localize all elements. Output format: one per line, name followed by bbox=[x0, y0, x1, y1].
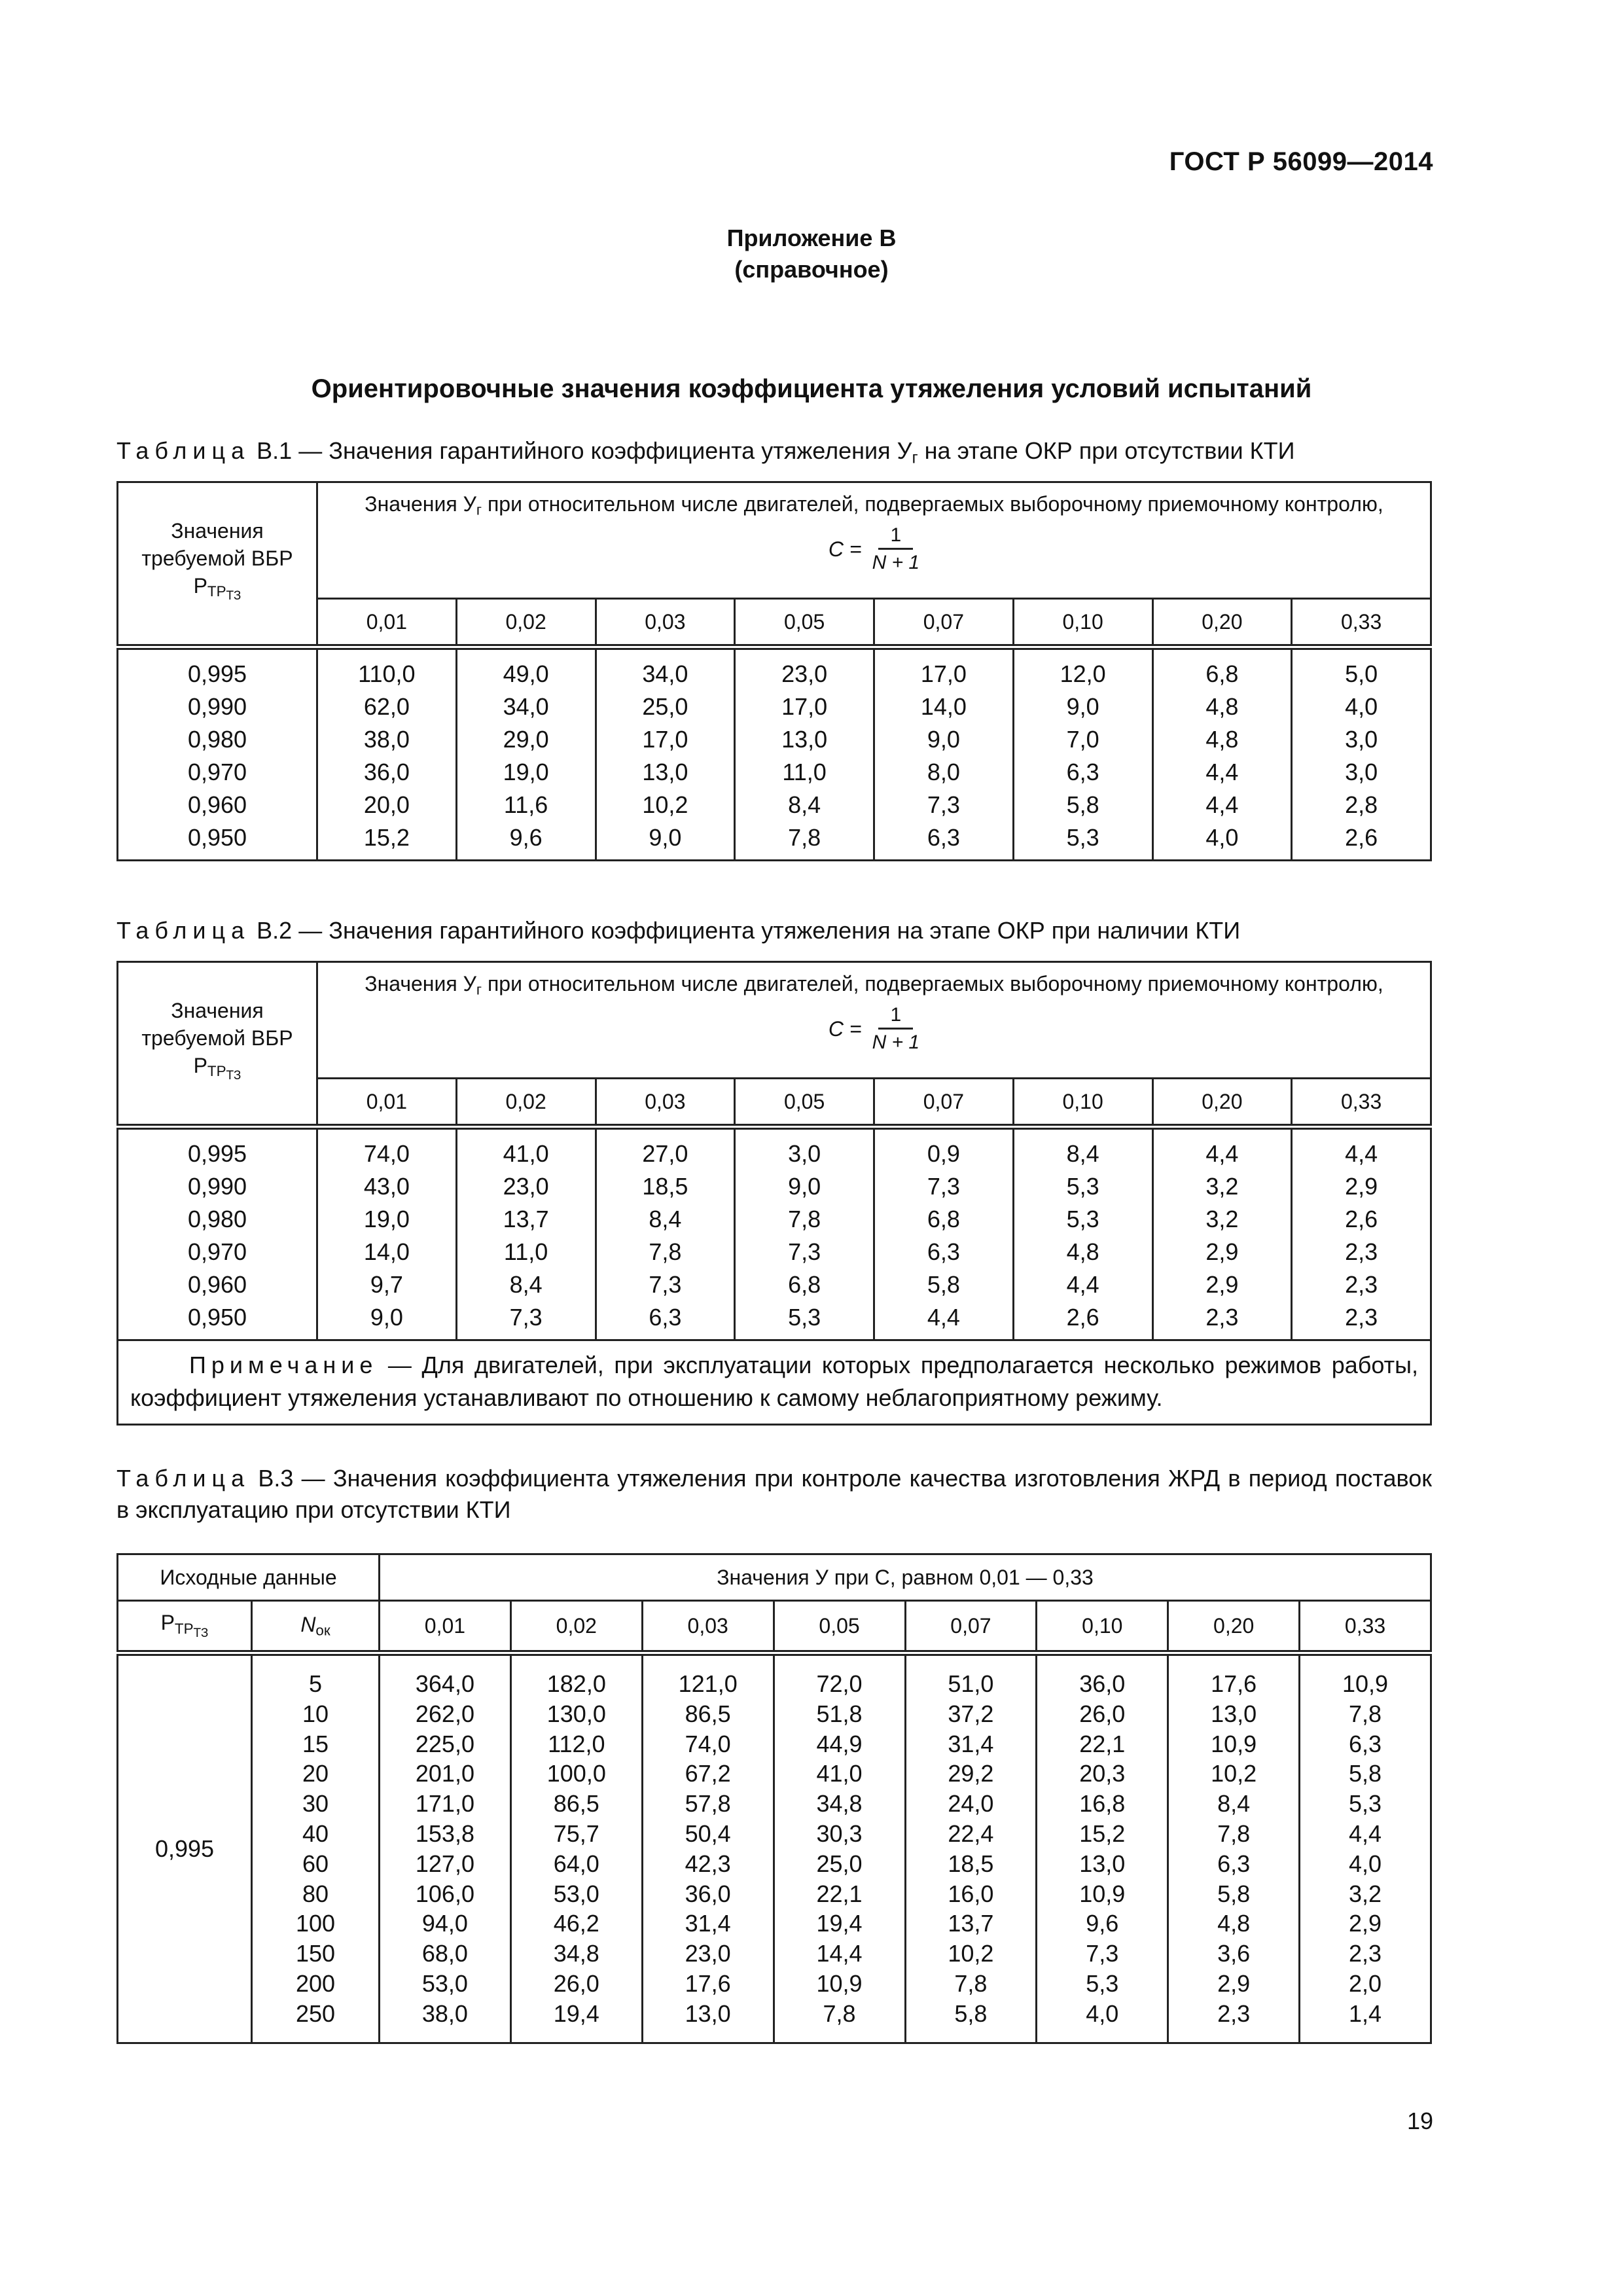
table3-col-header: 0,03 bbox=[642, 1601, 774, 1653]
table1-data-column: 5,0 4,0 3,0 3,0 2,8 2,6 bbox=[1292, 647, 1431, 861]
table2-data-column: 0,9 7,3 6,8 6,3 5,8 4,4 bbox=[874, 1127, 1014, 1340]
table1-col-header: 0,10 bbox=[1013, 599, 1152, 647]
table1-caption-text: В.1 — Значения гарантийного коэффициента утяжеления У bbox=[250, 437, 912, 464]
table2-data-column: 41,0 23,0 13,7 11,0 8,4 7,3 bbox=[456, 1127, 596, 1340]
table1-row-header bbox=[118, 482, 317, 647]
table1-data-column: 110,0 62,0 38,0 36,0 20,0 15,2 bbox=[317, 647, 457, 861]
table3-n-values: 5 10 15 20 30 40 60 80 100 150 200 250 bbox=[252, 1653, 380, 2043]
table1-row-header-symbol: $P_{ТР_{ТЗ}}$ bbox=[193, 573, 241, 603]
table3-data-column: 36,0 26,0 22,1 20,3 16,8 15,2 13,0 10,9 9,6 7,3 5,3 4,0 bbox=[1037, 1653, 1168, 2043]
formula-fraction: $\frac{1}{N + 1}$ bbox=[872, 524, 920, 573]
table1-data-column: 23,0 17,0 13,0 11,0 8,4 7,8 bbox=[735, 647, 874, 861]
table3-col-header: 0,10 bbox=[1037, 1601, 1168, 1653]
table1-caption bbox=[116, 435, 1432, 473]
formula-lhs: C = bbox=[828, 1016, 862, 1041]
table2-data-column: 4,4 3,2 3,2 2,9 2,9 2,3 bbox=[1152, 1127, 1292, 1340]
section-title: Ориентировочные значения коэффициента утяжеления условий испытаний bbox=[311, 374, 1312, 403]
page-number: 19 bbox=[1406, 2108, 1433, 2134]
table2-data-column: 27,0 18,5 8,4 7,8 7,3 6,3 bbox=[596, 1127, 735, 1340]
table3-data-column: 72,0 51,8 44,9 41,0 34,8 30,3 25,0 22,1 19,4 14,4 10,9 7,8 bbox=[774, 1653, 905, 2043]
table1-group-header bbox=[317, 482, 1431, 599]
table3-data-column: 10,9 7,8 6,3 5,8 5,3 4,4 4,0 3,2 2,9 2,3 2,0 1,4 bbox=[1300, 1653, 1431, 2043]
table3-caption-text: В.3 — Значения коэффициента утяжеления при контроле качества изготовления ЖРД в период поставок в эксплуатацию при отсутствии КТИ bbox=[116, 1465, 1432, 1523]
appendix-title: Приложение В bbox=[726, 224, 897, 251]
table-b3 bbox=[116, 1553, 1432, 2044]
table2-col-header: 0,03 bbox=[596, 1079, 735, 1127]
table3-caption-lead: Таблица bbox=[116, 1465, 251, 1492]
table3-col-header: 0,02 bbox=[510, 1601, 642, 1653]
table2-col-header: 0,10 bbox=[1013, 1079, 1152, 1127]
table2-c-formula bbox=[829, 1004, 919, 1054]
table1-data-column: 17,0 14,0 9,0 8,0 7,3 6,3 bbox=[874, 647, 1014, 861]
table2-row-header-symbol: $P_{ТР_{ТЗ}}$ bbox=[193, 1053, 241, 1083]
table2-col-header: 0,01 bbox=[317, 1079, 457, 1127]
note-text: — Для двигателей, при эксплуатации которых предполагается несколько режимов работы, коэффициент утяжеления устанавливают по отношению к самому неблагоприятному режиму. bbox=[130, 1352, 1418, 1411]
table3-col-header: 0,20 bbox=[1168, 1601, 1300, 1653]
table3-caption bbox=[116, 1463, 1432, 1526]
formula-lhs: C = bbox=[828, 537, 862, 561]
table1-c-formula bbox=[829, 524, 919, 575]
table2-note bbox=[118, 1340, 1431, 1425]
table2-col-header: 0,05 bbox=[735, 1079, 874, 1127]
table2-group-header bbox=[317, 962, 1431, 1079]
table2-col-header: 0,07 bbox=[874, 1079, 1014, 1127]
table1-col-header: 0,01 bbox=[317, 599, 457, 647]
table2-data-column: 74,0 43,0 19,0 14,0 9,7 9,0 bbox=[317, 1127, 457, 1340]
table1-col-header: 0,02 bbox=[456, 599, 596, 647]
table3-p-header: $P_{ТР_{ТЗ}}$ bbox=[118, 1601, 252, 1653]
table1-col-header: 0,03 bbox=[596, 599, 735, 647]
table3-col-header: 0,05 bbox=[774, 1601, 905, 1653]
table2-data-column: 8,4 5,3 5,3 4,8 4,4 2,6 bbox=[1013, 1127, 1152, 1340]
table2-caption-lead: Таблица bbox=[116, 917, 251, 944]
table3-n-header: $N_{ок}$ bbox=[252, 1601, 380, 1653]
table3-col-header: 0,01 bbox=[380, 1601, 511, 1653]
table1-col-header: 0,07 bbox=[874, 599, 1014, 647]
table2-col-header: 0,20 bbox=[1152, 1079, 1292, 1127]
table1-data-column: 12,0 9,0 7,0 6,3 5,8 5,3 bbox=[1013, 647, 1152, 861]
table3-data-column: 182,0 130,0 112,0 100,0 86,5 75,7 64,0 53,0 46,2 34,8 26,0 19,4 bbox=[510, 1653, 642, 2043]
table3-col-header: 0,07 bbox=[905, 1601, 1037, 1653]
table3-source-header: Исходные данные bbox=[118, 1554, 380, 1601]
document-code: ГОСТ Р 56099—2014 bbox=[1169, 147, 1433, 176]
note-lead: Примечание bbox=[189, 1352, 378, 1378]
table2-row-header bbox=[118, 962, 317, 1127]
table3-p-value: 0,995 bbox=[118, 1653, 252, 2043]
table1-data-column: 49,0 34,0 29,0 19,0 11,6 9,6 bbox=[456, 647, 596, 861]
table1-caption-sub: г bbox=[912, 448, 918, 467]
table2-caption bbox=[116, 915, 1432, 946]
table1-col-header: 0,05 bbox=[735, 599, 874, 647]
table2-data-column: 3,0 9,0 7,8 7,3 6,8 5,3 bbox=[735, 1127, 874, 1340]
table1-row-labels: 0,995 0,990 0,980 0,970 0,960 0,950 bbox=[118, 647, 317, 861]
table3-data-column: 364,0 262,0 225,0 201,0 171,0 153,8 127,0 106,0 94,0 68,0 53,0 38,0 bbox=[380, 1653, 511, 2043]
table1-group-header-text: Значения $У_г$ при относительном числе двигателей, подвергаемых выборочному приемочному контролю, bbox=[365, 492, 1383, 518]
table-b1 bbox=[116, 481, 1432, 861]
table3-values-header: Значения У при C, равном 0,01 — 0,33 bbox=[380, 1554, 1431, 1601]
table2-col-header: 0,02 bbox=[456, 1079, 596, 1127]
table1-col-header: 0,33 bbox=[1292, 599, 1431, 647]
table3-data-column: 121,0 86,5 74,0 67,2 57,8 50,4 42,3 36,0 31,4 23,0 17,6 13,0 bbox=[642, 1653, 774, 2043]
table-b2 bbox=[116, 961, 1432, 1426]
table3-data-column: 17,6 13,0 10,9 10,2 8,4 7,8 6,3 5,8 4,8 3,6 2,9 2,3 bbox=[1168, 1653, 1300, 2043]
table1-col-header: 0,20 bbox=[1152, 599, 1292, 647]
appendix-subtitle: (справочное) bbox=[734, 256, 889, 283]
table1-data-column: 34,0 25,0 17,0 13,0 10,2 9,0 bbox=[596, 647, 735, 861]
table1-row-header-text: Значения требуемой ВБР bbox=[141, 518, 293, 570]
formula-fraction: $\frac{1}{N + 1}$ bbox=[872, 1003, 920, 1053]
table2-col-header: 0,33 bbox=[1292, 1079, 1431, 1127]
table2-row-labels: 0,995 0,990 0,980 0,970 0,960 0,950 bbox=[118, 1127, 317, 1340]
table1-data-column: 6,8 4,8 4,8 4,4 4,4 4,0 bbox=[1152, 647, 1292, 861]
table2-data-column: 4,4 2,9 2,6 2,3 2,3 2,3 bbox=[1292, 1127, 1431, 1340]
table3-col-header: 0,33 bbox=[1300, 1601, 1431, 1653]
table2-row-header-text: Значения требуемой ВБР bbox=[141, 998, 293, 1050]
table3-data-column: 51,0 37,2 31,4 29,2 24,0 22,4 18,5 16,0 13,7 10,2 7,8 5,8 bbox=[905, 1653, 1037, 2043]
table2-group-header-text: Значения $У_г$ при относительном числе двигателей, подвергаемых выборочному приемочному контролю, bbox=[365, 972, 1383, 998]
table1-caption-tail: на этапе ОКР при отсутствии КТИ bbox=[918, 437, 1295, 464]
table2-caption-text: В.2 — Значения гарантийного коэффициента утяжеления на этапе ОКР при наличии КТИ bbox=[250, 917, 1241, 944]
table1-caption-lead: Таблица bbox=[116, 437, 251, 464]
